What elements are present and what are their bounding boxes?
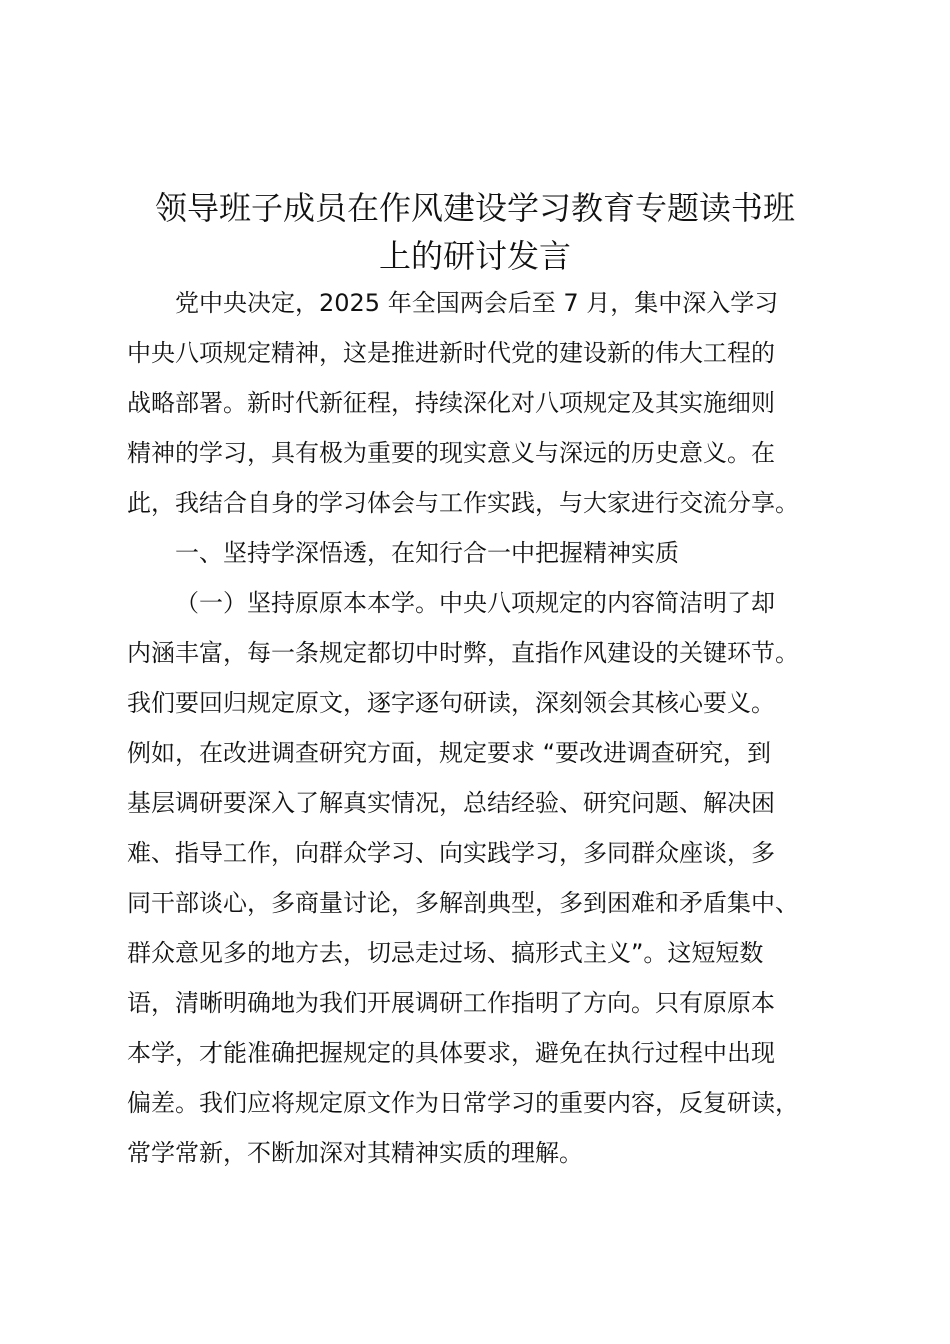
paragraph-intro-line-3: 战略部署。新时代新征程，持续深化对八项规定及其实施细则: [127, 389, 775, 417]
document-title-line-2: 上的研讨发言: [378, 237, 571, 275]
paragraph-1-line-6: 难、指导工作，向群众学习、向实践学习，多同群众座谈，多: [127, 839, 775, 867]
paragraph-1-line-1: （一）坚持原原本本学。中央八项规定的内容简洁明了却: [175, 589, 775, 617]
paragraph-1-line-3: 我们要回归规定原文，逐字逐句研读，深刻领会其核心要义。: [127, 689, 775, 717]
section-heading-1: 一、坚持学深悟透，在知行合一中把握精神实质: [175, 539, 679, 567]
paragraph-1-line-11: 偏差。我们应将规定原文作为日常学习的重要内容，反复研读，: [127, 1089, 799, 1117]
document-title-line-1: 领导班子成员在作风建设学习教育专题读书班: [154, 189, 795, 227]
paragraph-intro-line-1: 党中央决定，2025 年全国两会后至 7 月，集中深入学习: [175, 289, 779, 317]
paragraph-intro-line-4: 精神的学习，具有极为重要的现实意义与深远的历史意义。在: [127, 439, 775, 467]
paragraph-1-line-8: 群众意见多的地方去，切忌走过场、搞形式主义”。这短短数: [127, 939, 764, 967]
paragraph-1-line-12: 常学常新，不断加深对其精神实质的理解。: [127, 1139, 583, 1167]
paragraph-1-line-7: 同干部谈心，多商量讨论，多解剖典型，多到困难和矛盾集中、: [127, 889, 799, 917]
paragraph-1-line-4: 例如，在改进调查研究方面，规定要求 “要改进调查研究，到: [127, 739, 772, 767]
paragraph-1-line-5: 基层调研要深入了解真实情况，总结经验、研究问题、解决困: [127, 789, 775, 817]
paragraph-intro-line-5: 此，我结合自身的学习体会与工作实践，与大家进行交流分享。: [127, 489, 799, 517]
paragraph-intro-line-2: 中央八项规定精神，这是推进新时代党的建设新的伟大工程的: [127, 339, 775, 367]
paragraph-1-line-2: 内涵丰富，每一条规定都切中时弊，直指作风建设的关键环节。: [127, 639, 799, 667]
paragraph-1-line-10: 本学，才能准确把握规定的具体要求，避免在执行过程中出现: [127, 1039, 775, 1067]
paragraph-1-line-9: 语，清晰明确地为我们开展调研工作指明了方向。只有原原本: [127, 989, 775, 1017]
